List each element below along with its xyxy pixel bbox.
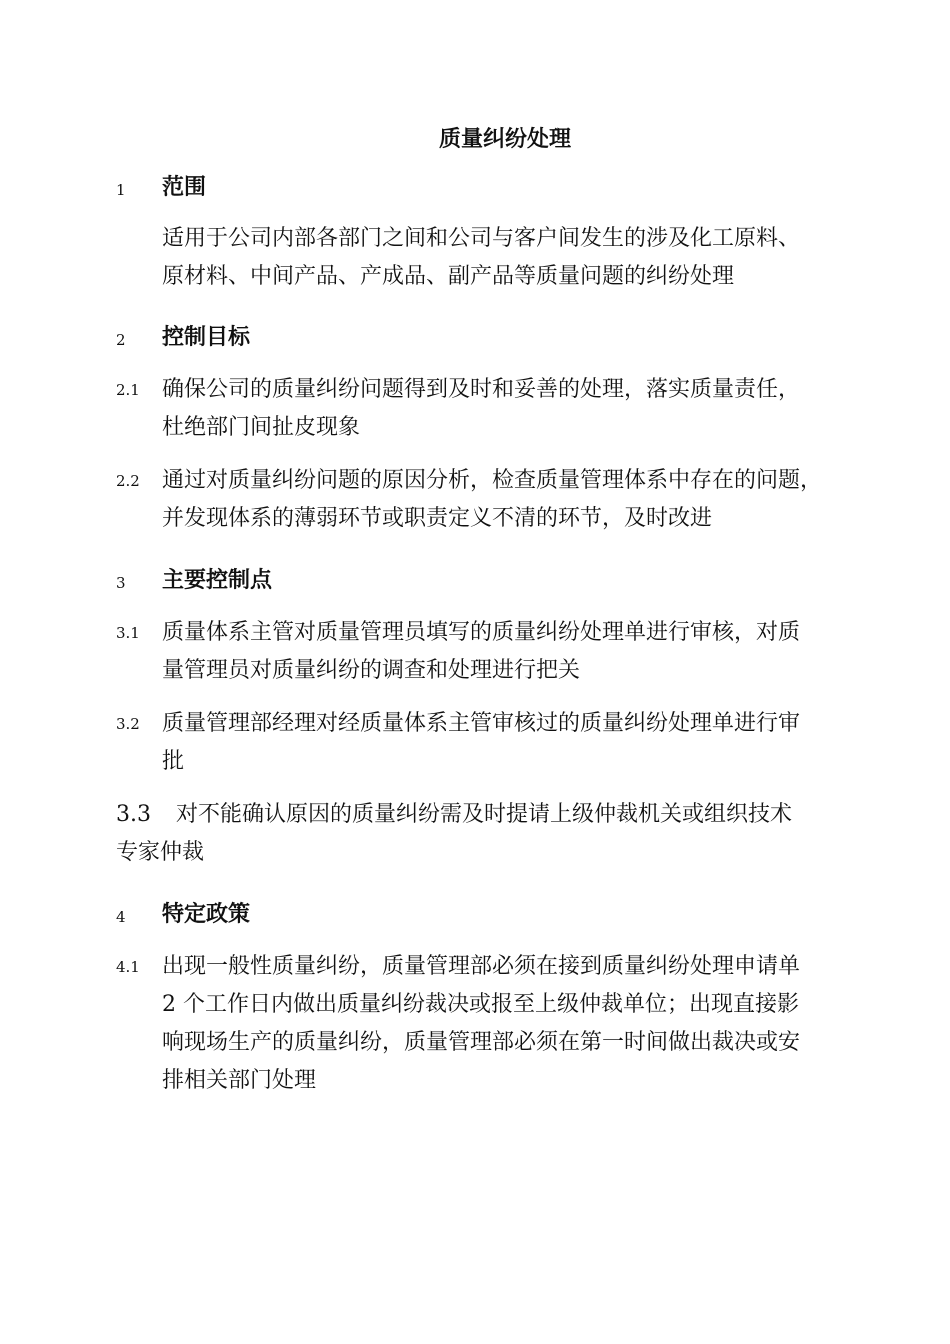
section-title: 范围: [162, 175, 207, 200]
item-line: 量管理员对质量纠纷的调查和处理进行把关: [162, 658, 581, 683]
item-number: 3.3: [116, 802, 151, 827]
item-line: 专家仲裁: [116, 840, 205, 865]
item-line: 质量管理部经理对经质量体系主管审核过的质量纠纷处理单进行审: [162, 711, 801, 736]
section-title: 控制目标: [162, 325, 251, 350]
section-number: 2: [116, 331, 126, 349]
paragraph-line: 原材料、中间产品、产成品、副产品等质量问题的纠纷处理: [162, 264, 735, 289]
item-number: 2.2: [116, 472, 140, 490]
item-line: 出现一般性质量纠纷，质量管理部必须在接到质量纠纷处理申请单: [162, 954, 801, 979]
item-line: 2 个工作日内做出质量纠纷裁决或报至上级仲裁单位；出现直接影: [162, 992, 799, 1017]
section-number: 4: [116, 908, 126, 926]
item-number: 4.1: [116, 958, 140, 976]
item-text: [162, 371, 892, 447]
item-line: 质量体系主管对质量管理员填写的质量纠纷处理单进行审核，对质: [162, 620, 801, 645]
paragraph-line: 适用于公司内部各部门之间和公司与客户间发生的涉及化工原料、: [162, 226, 801, 251]
item-text: [162, 462, 892, 538]
item-number: 3.1: [116, 624, 140, 642]
section-number: 3: [116, 574, 126, 592]
item-text: [162, 948, 892, 1100]
section-paragraph-1: [162, 220, 882, 296]
item-line: 杜绝部门间扯皮现象: [162, 415, 361, 440]
item-line: 确保公司的质量纠纷问题得到及时和妥善的处理，落实质量责任，: [162, 377, 801, 402]
item-number: 2.1: [116, 381, 140, 399]
item-line: 排相关部门处理: [162, 1068, 317, 1093]
item-line: 对不能确认原因的质量纠纷需及时提请上级仲裁机关或组织技术: [176, 802, 793, 827]
item-line: 批: [162, 749, 185, 774]
item-text: [162, 705, 892, 781]
item-text: [162, 614, 892, 690]
document-title: 质量纠纷处理: [438, 127, 571, 152]
section-title: 特定政策: [162, 902, 251, 927]
list-item-3-3: [116, 796, 896, 872]
section-number: 1: [116, 181, 126, 199]
section-title: 主要控制点: [162, 568, 273, 593]
item-number: 3.2: [116, 715, 140, 733]
item-line: 并发现体系的薄弱环节或职责定义不清的环节，及时改进: [162, 506, 713, 531]
item-line: 通过对质量纠纷问题的原因分析，检查质量管理体系中存在的问题，: [162, 468, 823, 493]
item-line: 响现场生产的质量纠纷，质量管理部必须在第一时间做出裁决或安: [162, 1030, 801, 1055]
